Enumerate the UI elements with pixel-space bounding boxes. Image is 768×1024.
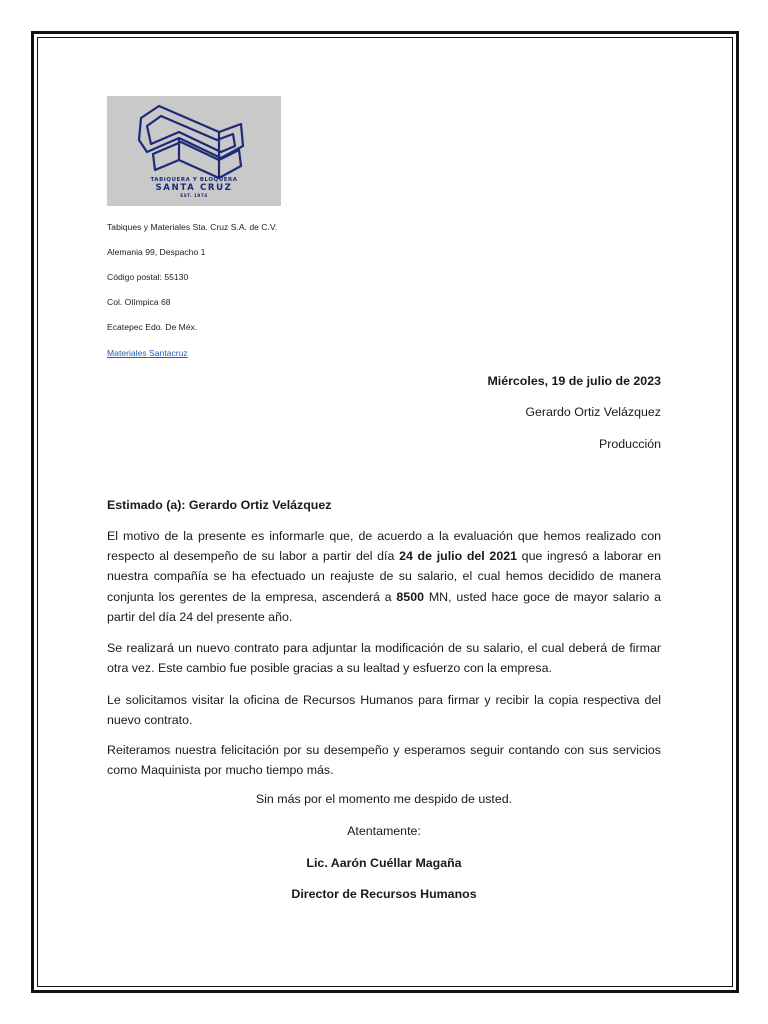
company-address: Alemania 99, Despacho 1	[107, 247, 206, 257]
company-city: Ecatepec Edo. De Méx.	[107, 322, 198, 332]
paragraph1-part3: MN, usted hace goce de mayor salario a partir del día 24 del presente año.	[107, 589, 662, 624]
company-postal-code: Código postal: 55130	[107, 272, 189, 282]
logo-line3: EST. 1974	[180, 193, 208, 198]
paragraph1-part2: que ingresó a laborar en nuestra compañía se ha efectuado un reajuste de su salario, el cual hemos decidido de manera conjunta los gerentes de la empresa, ascenderá a	[107, 549, 661, 604]
closing-attentively: Atentamente:	[347, 824, 421, 838]
closing-farewell: Sin más por el momento me despido de usted.	[255, 792, 513, 806]
start-date: 24 de julio del 2021	[399, 549, 517, 564]
company-website-link[interactable]: Materiales Santacruz	[107, 348, 188, 358]
paragraph1-part1: El motivo de la presente es informarle que, de acuerdo a la evaluación que hemos realizado con respecto al desempeño de su labor a partir del día	[107, 529, 661, 564]
signer-role: Director de Recursos Humanos	[291, 887, 477, 901]
salary-amount: 8500	[396, 589, 424, 604]
company-colony: Col. Olímpica 68	[107, 297, 171, 307]
company-name: Tabiques y Materiales Sta. Cruz S.A. de C.V.	[107, 222, 278, 232]
recipient-name: Gerardo Ortiz Velázquez	[525, 405, 661, 419]
company-logo-mark	[107, 96, 281, 206]
greeting: Estimado (a): Gerardo Ortiz Velázquez	[107, 498, 332, 512]
letter-date: Miércoles, 19 de julio de 2023	[487, 374, 661, 388]
logo-line1: TABIQUERA Y BLOQUERA	[150, 177, 238, 183]
paragraph-salary-adjustment	[107, 526, 661, 627]
logo-line2: SANTA CRUZ	[155, 183, 233, 193]
recipient-department: Producción	[599, 437, 661, 451]
paragraph-new-contract: Se realizará un nuevo contrato para adjuntar la modificación de su salario, el cual deberá de firmar otra vez. Este cambio fue posible gracias a su lealtad y esfuerzo con la empresa.	[107, 641, 661, 676]
company-logo	[107, 96, 281, 206]
signer-name: Lic. Aarón Cuéllar Magaña	[306, 856, 462, 870]
paragraph-congratulations: Reiteramos nuestra felicitación por su desempeño y esperamos seguir contando con sus servicios como Maquinista por mucho tiempo más.	[107, 743, 661, 778]
paragraph-hr-visit: Le solicitamos visitar la oficina de Recursos Humanos para firmar y recibir la copia respectiva del nuevo contrato.	[107, 693, 661, 728]
